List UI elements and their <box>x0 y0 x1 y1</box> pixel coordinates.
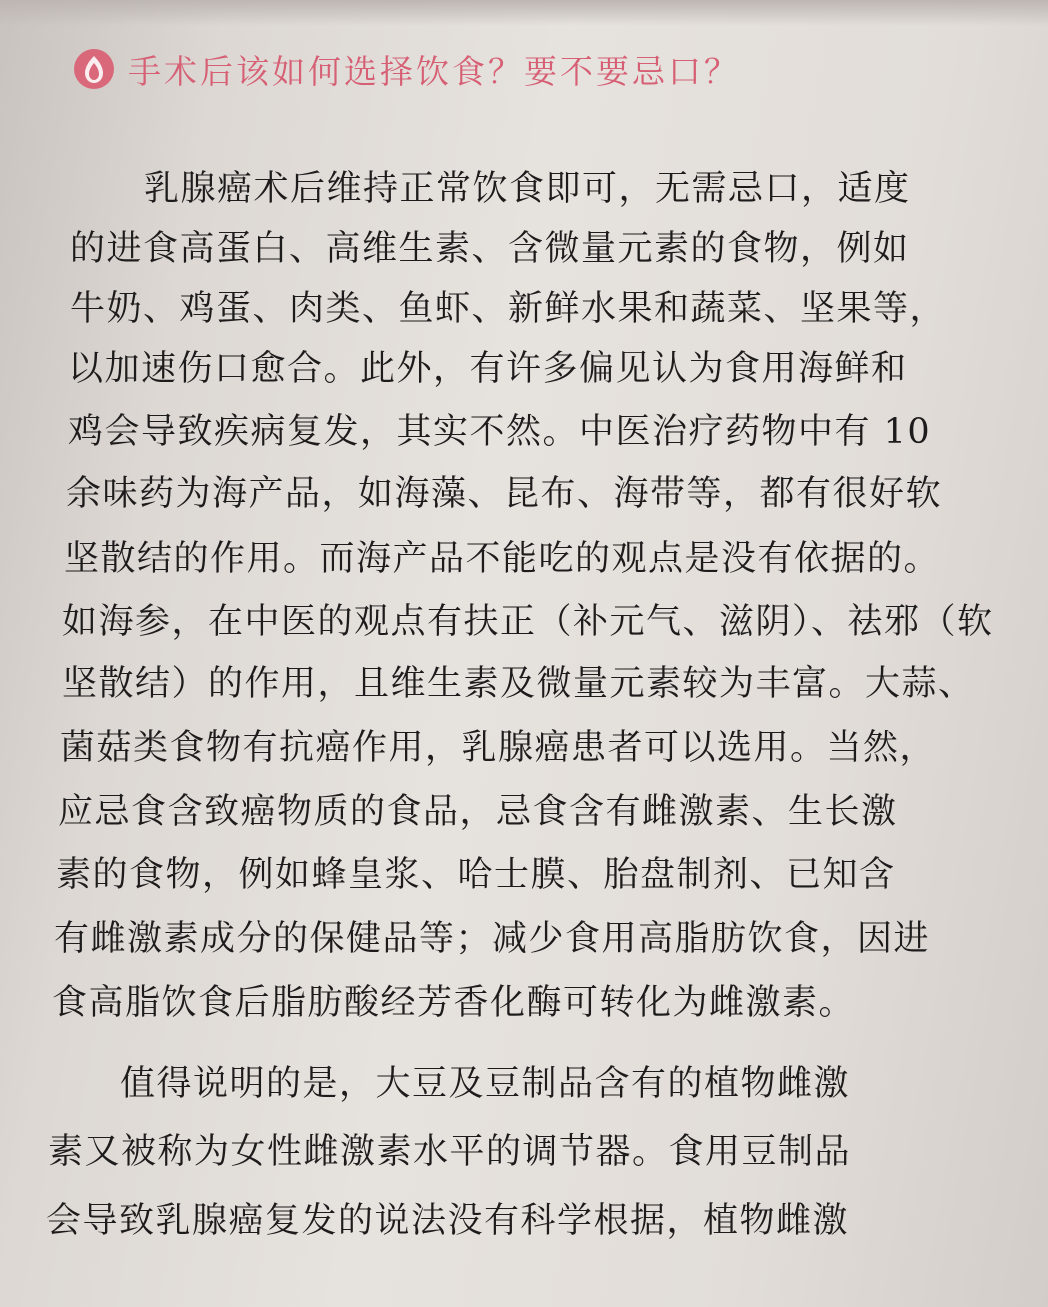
text-line: 鸡会导致疾病复发，其实不然。中医治疗药物中有 10 <box>68 412 932 452</box>
text-line: 坚散结）的作用，且维生素及微量元素较为丰富。大蒜、 <box>62 664 975 704</box>
text-line: 有雌激素成分的保健品等；减少食用高脂肪饮食，因进 <box>54 919 931 959</box>
text-line: 以加速伤口愈合。此外，有许多偏见认为食用海鲜和 <box>68 349 908 389</box>
section-heading <box>74 44 740 94</box>
text-line: 牛奶、鸡蛋、肉类、鱼虾、新鲜水果和蔬菜、坚果等， <box>70 289 947 329</box>
text-line: 余味药为海产品，如海藻、昆布、海带等，都有很好软 <box>66 474 943 514</box>
text-line: 应忌食含致癌物质的食品，忌食含有雌激素、生长激 <box>58 792 898 832</box>
text-line: 值得说明的是，大豆及豆制品含有的植物雌激 <box>120 1064 851 1104</box>
text-line: 菌菇类食物有抗癌作用，乳腺癌患者可以选用。当然， <box>60 728 937 768</box>
text-line: 素又被称为女性雌激素水平的调节器。食用豆制品 <box>48 1132 852 1172</box>
text-line: 食高脂饮食后脂肪酸经芳香化酶可转化为雌激素。 <box>52 983 856 1023</box>
page-top-shadow <box>0 0 1048 26</box>
section-title: 手术后该如何选择饮食？要不要忌口？ <box>128 51 740 91</box>
flame-drop-icon <box>74 49 114 89</box>
text-line: 会导致乳腺癌复发的说法没有科学根据，植物雌激 <box>46 1201 850 1241</box>
text-line: 素的食物，例如蜂皇浆、哈士膜、胎盘制剂、已知含 <box>56 855 896 895</box>
text-line: 如海参，在中医的观点有扶正（补元气、滋阴）、祛邪（软 <box>62 602 994 642</box>
text-line: 坚散结的作用。而海产品不能吃的观点是没有依据的。 <box>64 539 941 579</box>
text-line: 的进食高蛋白、高维生素、含微量元素的食物，例如 <box>70 229 910 269</box>
text-line: 乳腺癌术后维持正常饮食即可，无需忌口，适度 <box>144 169 911 209</box>
